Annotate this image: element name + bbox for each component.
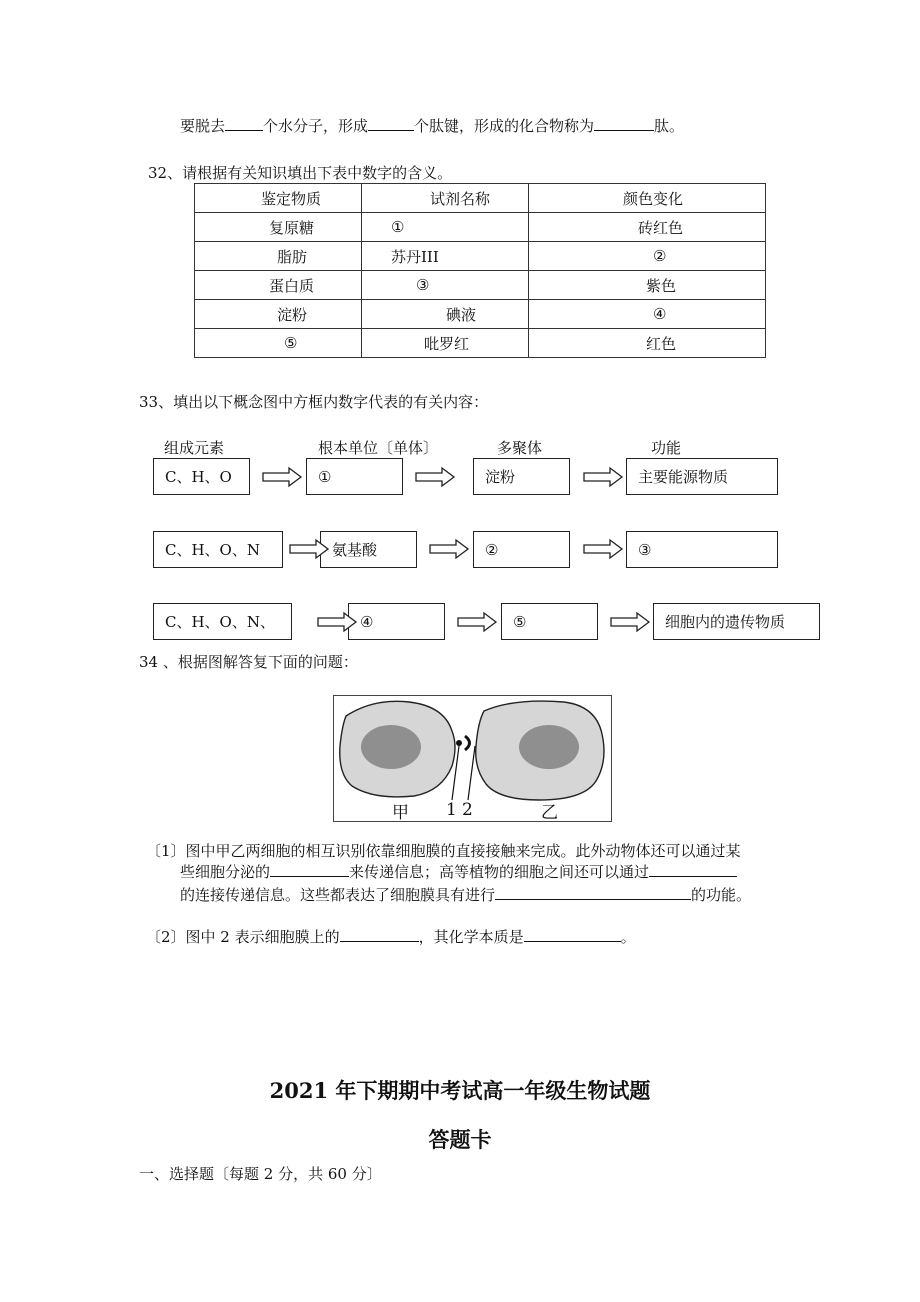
- q34-sub1-text: 来传递信息；高等植物的细胞之间还可以通过: [349, 863, 650, 881]
- table-cell-blank[interactable]: ④: [529, 300, 766, 329]
- right-arrow-icon: [611, 613, 649, 631]
- q33-col-header: 功能: [651, 439, 682, 457]
- concept-box: C、H、O、N、: [153, 603, 292, 640]
- cell-a-nucleus: [361, 725, 421, 769]
- right-arrow-icon: [290, 540, 328, 558]
- q34-sub2-text: ，其化学本质是: [418, 928, 524, 946]
- q32-prompt: 32、请根据有关知识填出下表中数字的含义。: [148, 164, 453, 182]
- concept-box: 主要能源物质: [626, 458, 778, 495]
- q34-sub2-text: 〔2〕图中 2 表示细胞膜上的: [146, 928, 340, 946]
- q34-sub1-text: 的连接传递信息。这些都表达了细胞膜具有进行: [180, 886, 496, 904]
- answer-sheet-subtitle: 答题卡: [428, 1127, 492, 1152]
- concept-box: 细胞内的遗传物质: [653, 603, 820, 640]
- concept-box-blank[interactable]: ④: [348, 603, 445, 640]
- q33-col-header: 根本单位〔单体〕: [318, 439, 439, 457]
- right-arrow-icon: [263, 468, 301, 486]
- q31-text-1: 要脱去: [180, 117, 226, 135]
- q34-sub1-line3: [180, 884, 751, 905]
- table-cell-blank[interactable]: ③: [362, 271, 529, 300]
- q34-sub2-line: [146, 926, 636, 947]
- table-cell: 吡罗红: [362, 329, 529, 358]
- concept-box: 淀粉: [473, 458, 570, 495]
- table-cell: 砖红色: [529, 213, 766, 242]
- q34-sub1-text: 的功能。: [691, 886, 752, 904]
- q31-text-2: 个水分子，形成: [263, 117, 369, 135]
- table-cell: 碘液: [362, 300, 529, 329]
- table-cell: 红色: [529, 329, 766, 358]
- concept-box: C、H、O、N: [153, 531, 283, 568]
- q34-sub1-text: 些细胞分泌的: [180, 863, 271, 881]
- table-cell: 淀粉: [195, 300, 362, 329]
- q34-blank-5[interactable]: [524, 926, 621, 942]
- right-arrow-icon: [458, 613, 496, 631]
- section-choice-heading: 一、选择题〔每题 2 分，共 60 分〕: [139, 1165, 382, 1183]
- cell-a-label: 甲: [392, 803, 409, 823]
- concept-box-blank[interactable]: ③: [626, 531, 778, 568]
- q34-sub1-line1: 〔1〕图中甲乙两细胞的相互识别依靠细胞膜的直接接触来完成。此外动物体还可以通过某: [146, 842, 741, 860]
- q31-text-3: 个肽键，形成的化合物称为: [414, 117, 595, 135]
- concept-box-blank[interactable]: ②: [473, 531, 570, 568]
- q34-blank-3[interactable]: [495, 884, 691, 900]
- table-cell-blank[interactable]: ②: [529, 242, 766, 271]
- concept-box: C、H、O: [153, 458, 250, 495]
- q34-sub1-line2: [180, 861, 737, 882]
- q33-prompt: 33、填出以下概念图中方框内数字代表的有关内容：: [139, 393, 489, 411]
- label-1: 1: [446, 800, 457, 820]
- q34-sub2-text: 。: [620, 928, 636, 946]
- label-2: 2: [462, 800, 473, 820]
- cell-contact-figure: [333, 695, 612, 822]
- table-header-cell: 颜色变化: [529, 184, 766, 213]
- q34-prompt: 34 、根据图解答复下面的问题：: [139, 653, 358, 671]
- table-cell: 复原糖: [195, 213, 362, 242]
- table-cell: 蛋白质: [195, 271, 362, 300]
- table-cell: 紫色: [529, 271, 766, 300]
- cell-b-nucleus: [519, 725, 579, 769]
- table-header-cell: 试剂名称: [362, 184, 529, 213]
- right-arrow-icon: [430, 540, 468, 558]
- pointer-line-2: [468, 746, 475, 800]
- table-cell: 苏丹III: [362, 242, 529, 271]
- concept-box: 氨基酸: [320, 531, 417, 568]
- answer-sheet-title: 2021 年下期期中考试高一年级生物试题: [269, 1078, 651, 1103]
- receptor: [465, 736, 470, 750]
- q34-blank-2[interactable]: [649, 861, 737, 877]
- table-cell: 脂肪: [195, 242, 362, 271]
- right-arrow-icon: [584, 468, 622, 486]
- q31-text-4: 肽。: [654, 117, 685, 135]
- q34-blank-4[interactable]: [340, 926, 419, 942]
- signal-molecule: [456, 740, 462, 746]
- table-header-cell: 鉴定物质: [195, 184, 362, 213]
- concept-box-blank[interactable]: ⑤: [501, 603, 598, 640]
- right-arrow-icon: [416, 468, 454, 486]
- q33-col-header: 多聚体: [497, 439, 543, 457]
- table-cell-blank[interactable]: ⑤: [195, 329, 362, 358]
- q34-blank-1[interactable]: [270, 861, 349, 877]
- right-arrow-icon: [318, 613, 356, 631]
- q33-col-header: 组成元素: [164, 439, 225, 457]
- concept-box-blank[interactable]: ①: [306, 458, 403, 495]
- table-cell-blank[interactable]: ①: [362, 213, 529, 242]
- right-arrow-icon: [584, 540, 622, 558]
- cell-b-label: 乙: [541, 803, 558, 823]
